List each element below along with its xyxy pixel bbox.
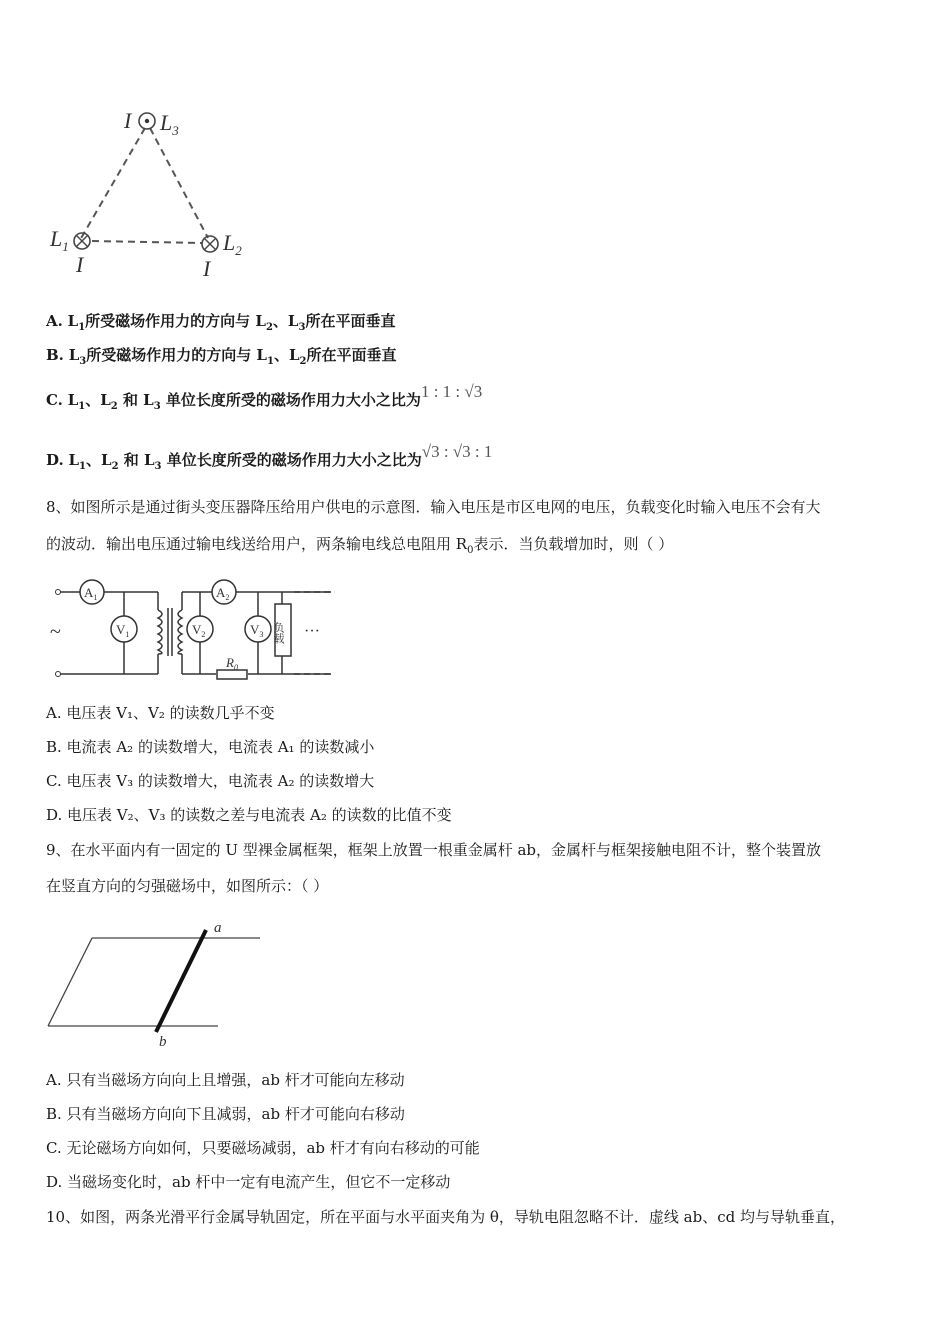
voltmeter-V1 — [111, 616, 137, 642]
q7-option-a: A. $L_1$所受磁场作用力的方向与 $L_2$、$L_3$所在平面垂直 — [46, 312, 396, 333]
q7-option-b: B. $L_3$所受磁场作用力的方向与 $L_1$、$L_2$所在平面垂直 — [46, 346, 397, 367]
q7-option-c: C. $L_1$、$L_2$ 和 $L_3$ 单位长度所受的磁场作用力大小之比为1 : 1 : √3 — [46, 382, 483, 412]
q8-option-b: B. 电流表 A₂ 的读数增大，电流表 A₁ 的读数减小 — [46, 738, 375, 756]
ammeter-A2 — [212, 580, 236, 604]
q9-option-c: C. 无论磁场方向如何，只要磁场减弱，ab 杆才有向右移动的可能 — [46, 1139, 480, 1157]
q9-option-b: B. 只有当磁场方向向下且减弱，ab 杆才可能向右移动 — [46, 1105, 405, 1123]
q8-stem-line1: 8、如图所示是通过街头变压器降压给用户供电的示意图．输入电压是市区电网的电压，负载变化时输入电压不会有大 — [46, 498, 821, 516]
q7-option-d: D. $L_1$、$L_2$ 和 $L_3$ 单位长度所受的磁场作用力大小之比为√3 : √3 : 1 — [46, 442, 493, 472]
q10-stem-line1: 10、如图，两条光滑平行金属导轨固定，所在平面与水平面夹角为 θ，导轨电阻忽略不计．虚线 ab、cd 均与导轨垂直， — [46, 1208, 845, 1226]
q8-option-a: A. 电压表 V₁、V₂ 的读数几乎不变 — [46, 704, 275, 722]
rod-end-a-label: a — [214, 920, 222, 936]
svg-text:V3: $V_3$ — [250, 622, 264, 639]
resistor-R0-label: $R_0$ — [226, 655, 238, 672]
q9-stem-line1: 9、在水平面内有一固定的 U 型裸金属框架，框架上放置一根重金属杆 ab，金属杆与框架接触电阻不计，整个装置放 — [46, 841, 822, 859]
svg-text:V1: $V_1$ — [116, 622, 130, 639]
voltmeter-V3 — [245, 616, 271, 642]
metal-rod-ab — [156, 930, 206, 1032]
L1-current-label: I — [76, 252, 84, 277]
ammeter-A1 — [80, 580, 104, 604]
L2-current-label: I — [203, 256, 211, 281]
ac-source-symbol: ~ — [50, 621, 61, 643]
L1-label: $L_1$ — [50, 226, 69, 254]
svg-text:V2: $V_2$ — [192, 622, 206, 639]
q9-stem-line2: 在竖直方向的匀强磁场中，如图所示：（ ） — [46, 877, 329, 895]
continuation-dots: ··· — [304, 623, 320, 640]
L3-current-label: I — [124, 108, 132, 133]
q8-circuit-figure — [46, 574, 336, 692]
q9-frame-figure — [40, 918, 270, 1050]
svg-text:A2: $A_2$ — [216, 585, 230, 602]
q8-option-c: C. 电压表 V₃ 的读数增大，电流表 A₂ 的读数增大 — [46, 772, 375, 790]
voltmeter-V2 — [187, 616, 213, 642]
q9-option-d: D. 当磁场变化时，ab 杆中一定有电流产生，但它不一定移动 — [46, 1173, 451, 1191]
q7-figure — [40, 100, 270, 290]
q9-option-a: A. 只有当磁场方向向上且增强，ab 杆才可能向左移动 — [46, 1071, 405, 1089]
q7-ratio-d: √3 : √3 : 1 — [421, 442, 493, 461]
q7-ratio-c: 1 : 1 : √3 — [420, 382, 483, 401]
wire-L2-in-icon — [202, 236, 218, 252]
L2-label: $L_2$ — [223, 230, 242, 258]
svg-text:A1: $A_1$ — [84, 585, 98, 602]
q8-stem-line2: 的波动．输出电压通过输电线送给用户，两条输电线总电阻用 $R_0$表示．当负载增加时，则（ ） — [46, 535, 674, 556]
q8-option-d: D. 电压表 V₂、V₃ 的读数之差与电流表 A₂ 的读数的比值不变 — [46, 806, 452, 824]
L3-label: $L_3$ — [160, 110, 179, 138]
load-label: 负载 — [272, 622, 284, 644]
rod-end-b-label: b — [159, 1034, 167, 1050]
